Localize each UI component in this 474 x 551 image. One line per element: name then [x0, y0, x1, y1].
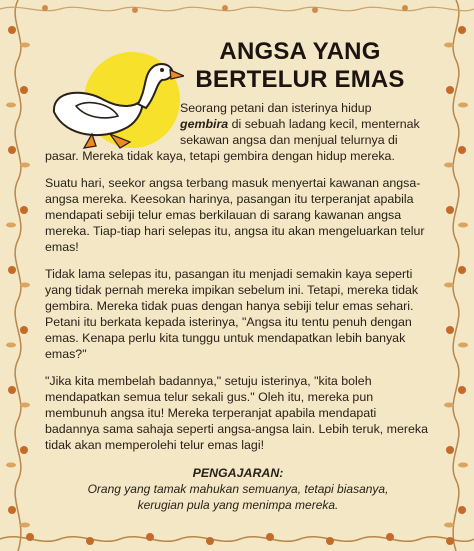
story-title [195, 38, 405, 94]
left-floral-border [0, 0, 36, 551]
moral-line-2: kerugian pula yang menimpa mereka. [137, 498, 339, 512]
story-paragraph-2: Suatu hari, seekor angsa terbang masuk menyertai kawanan angsa-angsa mereka. Keesokan harinya, pasangan itu terperanjat apabila mendapati sebiji telur emas berkilauan di sarang kawanan angsa mereka. Tiap-tiap hari selepas itu, angsa itu akan mengeluarkan telur emas! [45, 176, 425, 254]
p1-line-4: pasar. Mereka tidak kaya, tetapi gembira dengan hidup mereka. [45, 149, 395, 163]
p1-line-3: sekawan angsa dan menjual telurnya di [180, 133, 398, 147]
emphasis-word: gembira [180, 117, 229, 131]
title-line-1: ANGSA YANG [219, 38, 381, 65]
story-paragraph-1 [45, 100, 433, 164]
p1-line-2 [180, 116, 433, 132]
p1-line-1: Seorang petani dan isterinya hidup [180, 101, 372, 115]
moral-line-1: Orang yang tamak mahukan semuanya, tetapi biasanya, [87, 482, 389, 496]
story-body [45, 100, 433, 464]
right-floral-border [438, 0, 474, 551]
p1-line-2-rest: di sebuah ladang kecil, menternak [228, 117, 420, 131]
story-paragraph-4: "Jika kita membelah badannya," setuju isterinya, "kita boleh mendapatkan semua telur sekali gus." Oleh itu, mereka pun membunuh angsa itu! Mereka terperanjat apabila mendapati badannya sama sahaja seperti angsa-angsa lain. Lebih teruk, mereka tidak akan memperolehi telur emas lagi! [45, 374, 428, 452]
moral-heading: PENGAJARAN: [192, 466, 284, 480]
story-paragraph-3: Tidak lama selepas itu, pasangan itu menjadi semakin kaya seperti yang tidak pernah mereka impikan sebelum ini. Tetapi, mereka tidak gembira. Mereka tidak puas dengan hanya sebiji telur emas sehari. Petani itu berkata kepada isterinya, "Angsa itu tentu penuh dengan emas. Kenapa perlu kita tunggu untuk mendapatkan lebih banyak emas?" [45, 267, 419, 361]
top-floral-border [0, 0, 474, 18]
bottom-floral-border [0, 527, 474, 551]
moral-section [60, 465, 416, 513]
title-line-2: BERTELUR EMAS [195, 66, 405, 93]
